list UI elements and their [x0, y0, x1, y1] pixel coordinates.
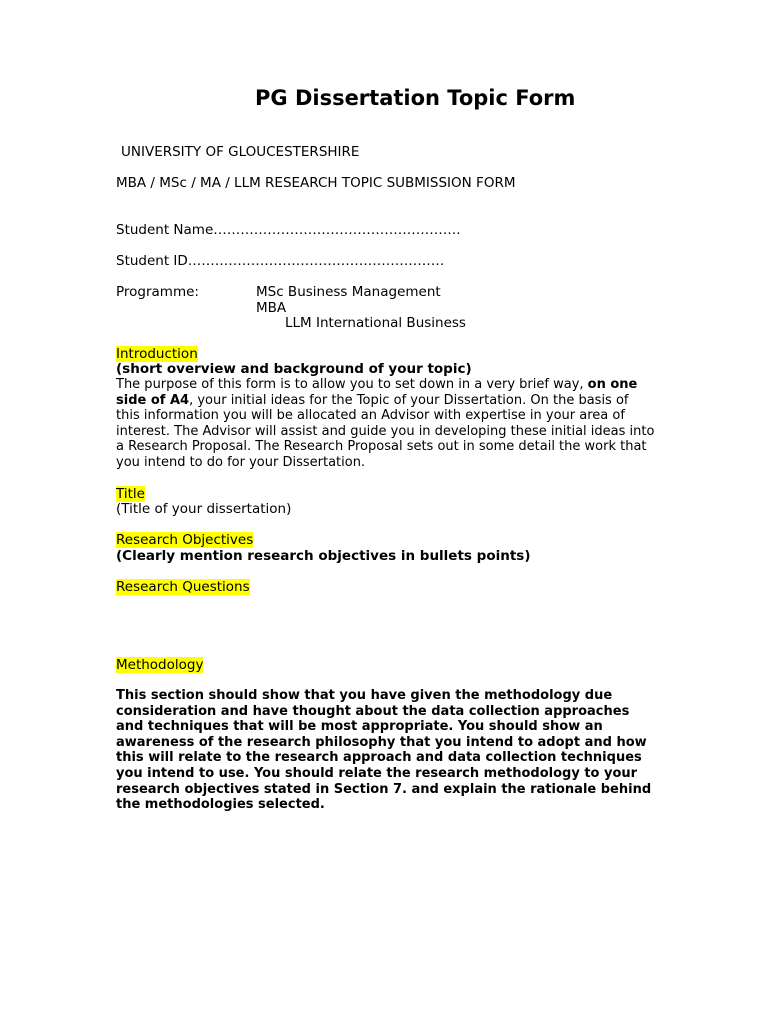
programme-option-mba: MBA [256, 300, 287, 316]
objectives-heading: Research Objectives [116, 532, 254, 548]
introduction-heading: Introduction [116, 346, 198, 362]
title-subheading: (Title of your dissertation) [116, 501, 292, 517]
title-heading: Title [116, 486, 145, 502]
methodology-text: This section should show that you have given the methodology due consideration and have thought about the data collection approaches and techniques that will be most appropriate. You should show an awareness of the research philosophy that you intend to adopt and how this will relate to the research approach and data collection techniques you intend to use. You should relate the research methodology to your research objectives stated in Section 7. and explain the rationale behind the methodologies selected. [116, 688, 652, 813]
questions-heading: Research Questions [116, 579, 250, 595]
student-name-field: Student Name………………………………………………. [116, 222, 461, 238]
programme-label: Programme: [116, 284, 199, 300]
introduction-text-part1: The purpose of this form is to allow you to set down in a very brief way, [116, 377, 588, 392]
document-title: PG Dissertation Topic Form [255, 86, 576, 110]
student-id-field: Student ID………………………………………………… [116, 253, 445, 269]
programme-option-msc: MSc Business Management [256, 284, 441, 300]
introduction-text-bold: on one side of A4 [116, 377, 638, 408]
form-name: MBA / MSc / MA / LLM RESEARCH TOPIC SUBMISSION FORM [116, 175, 516, 191]
university-name: UNIVERSITY OF GLOUCESTERSHIRE [121, 144, 360, 160]
introduction-text [116, 377, 656, 471]
objectives-subheading: (Clearly mention research objectives in bullets points) [116, 548, 531, 564]
programme-option-llm: LLM International Business [285, 315, 466, 331]
methodology-heading: Methodology [116, 657, 204, 673]
introduction-text-part2: , your initial ideas for the Topic of your Dissertation. On the basis of this information you will be allocated an Advisor with expertise in your area of interest. The Advisor will assist and guide you in developing these initial ideas into a Research Proposal. The Research Proposal sets out in some detail the work that you intend to do for your Dissertation. [116, 392, 655, 470]
introduction-subheading: (short overview and background of your topic) [116, 361, 472, 377]
